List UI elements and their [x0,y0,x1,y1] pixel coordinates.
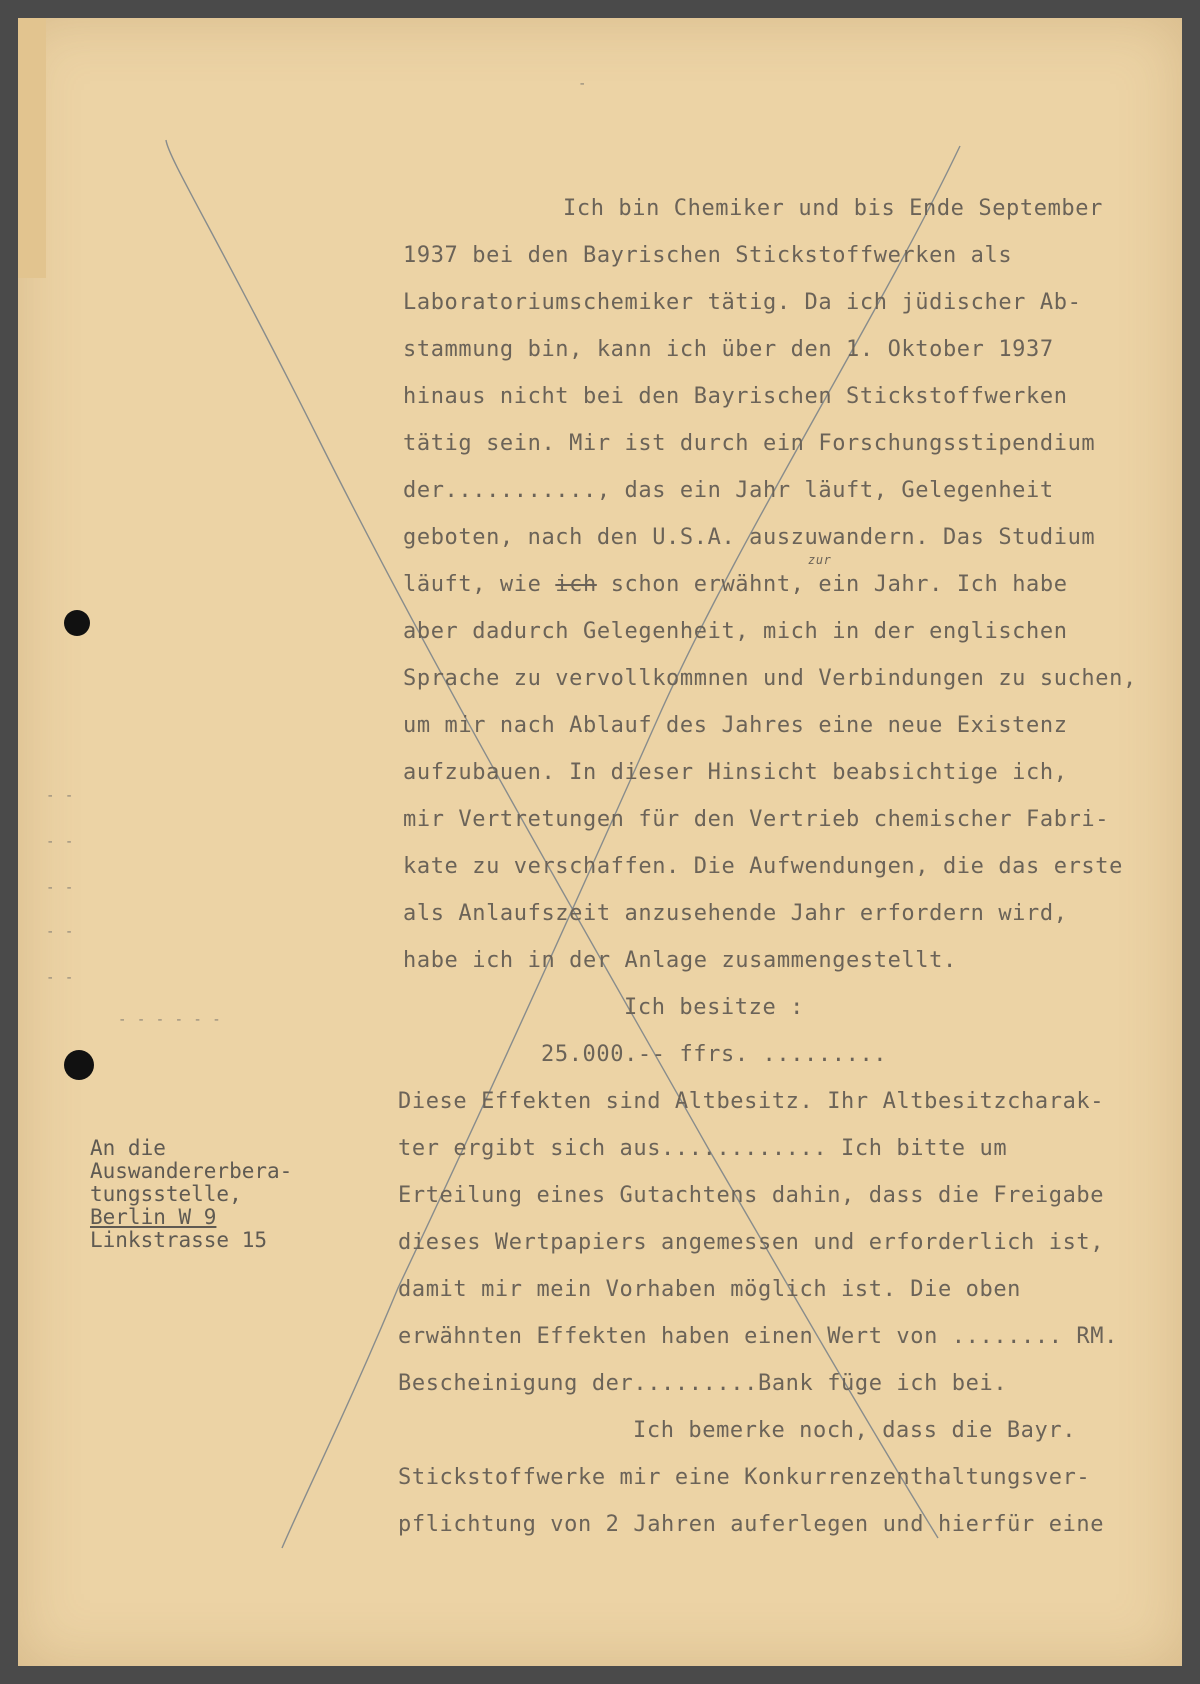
margin-dash: - - [46,788,75,804]
body-line: erwähnten Effekten haben einen Wert von ........ RM. [398,1324,1118,1349]
body-line: aber dadurch Gelegenheit, mich in der englischen [403,619,1068,644]
body-line: pflichtung von 2 Jahren auferlegen und hierfür eine [398,1512,1105,1537]
handwritten-insertion: zur [808,553,832,567]
body-line: Ich bemerke noch, dass die Bayr. [633,1418,1077,1443]
body-line: Diese Effekten sind Altbesitz. Ihr Altbesitzcharak- [398,1089,1105,1114]
body-line: Laboratoriumschemiker tätig. Da ich jüdischer Ab- [403,290,1082,315]
punch-hole-lower [64,1050,94,1080]
body-line-with-correction [403,574,1068,596]
body-text: läuft, wie [403,572,556,597]
letter-page [18,18,1182,1666]
body-line: hinaus nicht bei den Bayrischen Stickstoffwerken [403,384,1068,409]
body-line: tätig sein. Mir ist durch ein Forschungsstipendium [403,431,1096,456]
body-line: Ich bin Chemiker und bis Ende September [563,196,1103,221]
body-line: stammung bin, kann ich über den 1. Oktober 1937 [403,337,1054,362]
body-line: dieses Wertpapiers angemessen und erforderlich ist, [398,1230,1105,1255]
punch-hole-upper [64,610,90,636]
address-street: Linkstrasse 15 [90,1228,268,1252]
body-line: Erteilung eines Gutachtens dahin, dass die Freigabe [398,1183,1105,1208]
body-line: Ich besitze : [624,995,804,1020]
address-city: Berlin W 9 [90,1205,217,1229]
address-line: tungsstelle, [90,1182,242,1206]
body-line: um mir nach Ablauf des Jahres eine neue Existenz [403,713,1068,738]
body-line: geboten, nach den U.S.A. auszuwandern. Das Studium [403,525,1096,550]
body-line: Sprache zu vervollkommnen und Verbindungen zu suchen, [403,666,1137,691]
body-line: damit mir mein Vorhaben möglich ist. Die oben [398,1277,1022,1302]
margin-dash: - - [46,880,75,896]
body-line: habe ich in der Anlage zusammengestellt. [403,948,957,973]
margin-dash: - - [46,834,75,850]
margin-dash: - - [46,970,75,986]
address-line: An die [90,1136,166,1160]
body-line: der..........., das ein Jahr läuft, Gelegenheit [403,478,1054,503]
address-line: Auswandererbera- [90,1159,293,1183]
body-line: kate zu verschaffen. Die Aufwendungen, die das erste [403,854,1123,879]
body-line: mir Vertretungen für den Vertrieb chemischer Fabri- [403,807,1110,832]
struck-word: ich [555,572,597,597]
body-line: aufzubauen. In dieser Hinsicht beabsichtige ich, [403,760,1068,785]
body-line: ter ergibt sich aus............ Ich bitte um [398,1136,1008,1161]
body-text: schon erwähnt, ein Jahr. Ich habe [596,572,1068,597]
top-dash-mark: - [578,76,588,92]
body-line: 25.000.-- ffrs. ......... [541,1042,888,1067]
body-line: Bescheinigung der.........Bank füge ich bei. [398,1371,1008,1396]
margin-dash: - - - - - - [118,1012,222,1028]
body-line: als Anlaufszeit anzusehende Jahr erfordern wird, [403,901,1068,926]
body-line: Stickstoffwerke mir eine Konkurrenzenthaltungsver- [398,1465,1091,1490]
body-line: 1937 bei den Bayrischen Stickstoffwerken als [403,243,1013,268]
margin-dash: - - [46,924,75,940]
